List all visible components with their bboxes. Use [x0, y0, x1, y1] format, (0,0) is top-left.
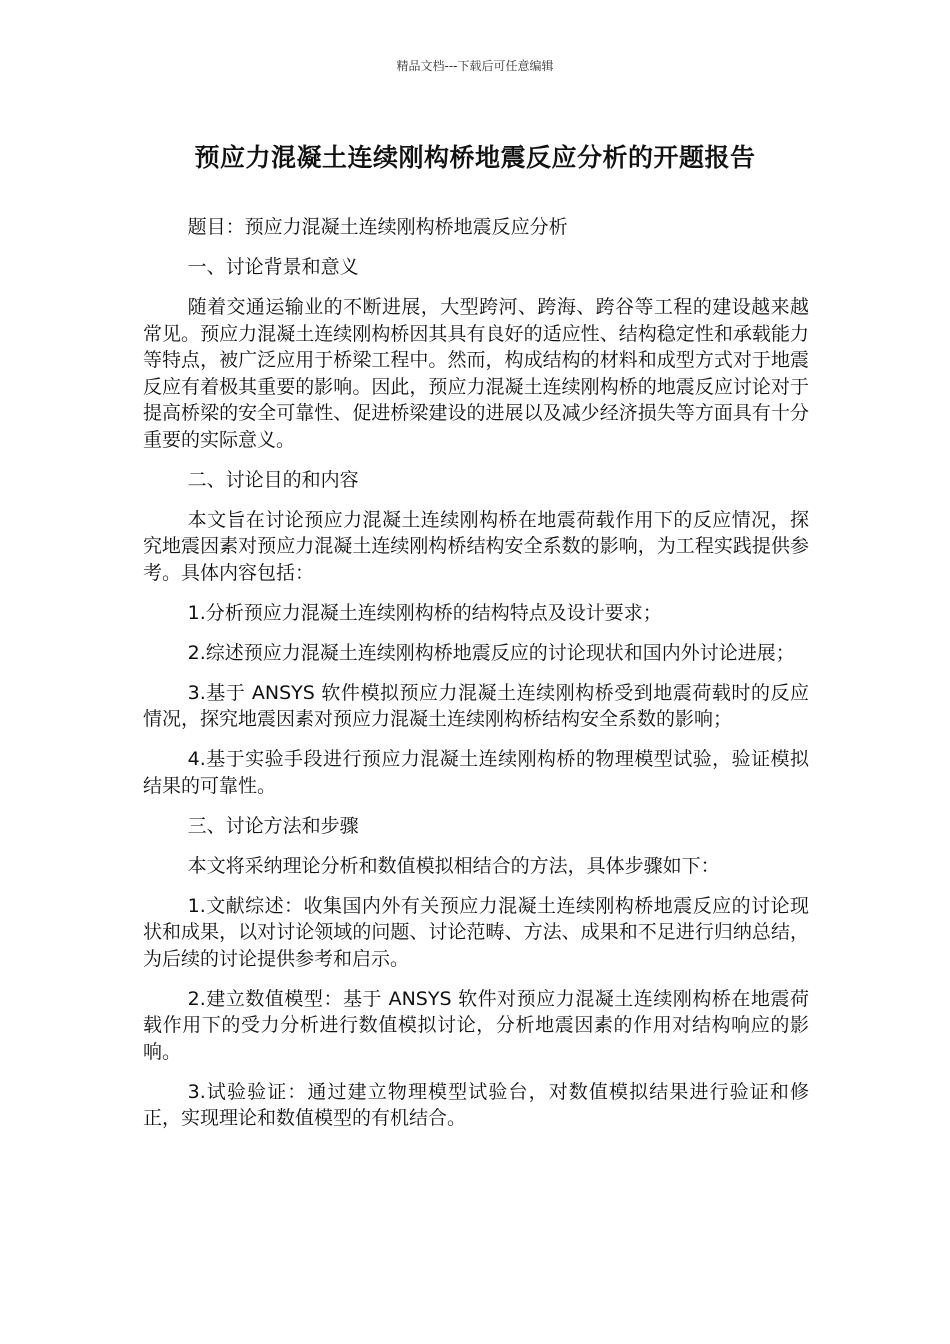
- document-body: [143, 214, 809, 1145]
- list-item-purpose-3: 3.基于 ANSYS 软件模拟预应力混凝土连续刚构桥受到地震荷载时的反应情况，探究地震因素对预应力混凝土连续刚构桥结构安全系数的影响；: [143, 681, 809, 730]
- header-note: 精品文档---下载后可任意编辑: [396, 59, 554, 73]
- paragraph-purpose-intro: 本文旨在讨论预应力混凝土连续刚构桥在地震荷载作用下的反应情况，探究地震因素对预应力混凝土连续刚构桥结构安全系数的影响，为工程实践提供参考。具体内容包括：: [143, 508, 809, 584]
- list-item-purpose-4: 4.基于实验手段进行预应力混凝土连续刚构桥的物理模型试验，验证模拟结果的可靠性。: [143, 748, 809, 797]
- document-title: 预应力混凝土连续刚构桥地震反应分析的开题报告: [194, 143, 756, 172]
- section-heading-background: 一、讨论背景和意义: [187, 256, 359, 278]
- topic-line: 题目：预应力混凝土连续刚构桥地震反应分析: [187, 216, 568, 238]
- section-heading-methods: 三、讨论方法和步骤: [187, 814, 359, 837]
- paragraph-background: 随着交通运输业的不断进展，大型跨河、跨海、跨谷等工程的建设越来越常见。预应力混凝土连续刚构桥因其具有良好的适应性、结构稳定性和承载能力等特点，被广泛应用于桥梁工程中。然而，构成结构的材料和成型方式对于地震反应有着极其重要的影响。因此，预应力混凝土连续刚构桥的地震反应讨论对于提高桥梁的安全可靠性、促进桥梁建设的进展以及减少经济损失等方面具有十分重要的实际意义。: [143, 296, 809, 451]
- list-item-purpose-2: 2.综述预应力混凝土连续刚构桥地震反应的讨论现状和国内外讨论进展；: [187, 641, 795, 664]
- list-item-methods-3: 3.试验验证：通过建立物理模型试验台，对数值模拟结果进行验证和修正，实现理论和数值模型的有机结合。: [143, 1080, 809, 1129]
- list-item-methods-2: 2.建立数值模型：基于 ANSYS 软件对预应力混凝土连续刚构桥在地震荷载作用下的受力分析进行数值模拟讨论，分析地震因素的作用对结构响应的影响。: [143, 987, 809, 1063]
- paragraph-methods-intro: 本文将采纳理论分析和数值模拟相结合的方法，具体步骤如下：: [187, 854, 720, 877]
- list-item-purpose-1: 1.分析预应力混凝土连续刚构桥的结构特点及设计要求；: [187, 601, 662, 624]
- list-item-methods-1: 1.文献综述：收集国内外有关预应力混凝土连续刚构桥地震反应的讨论现状和成果，以对讨论领域的问题、讨论范畴、方法、成果和不足进行归纳总结，为后续的讨论提供参考和启示。: [143, 894, 809, 970]
- section-heading-purpose: 二、讨论目的和内容: [187, 468, 359, 491]
